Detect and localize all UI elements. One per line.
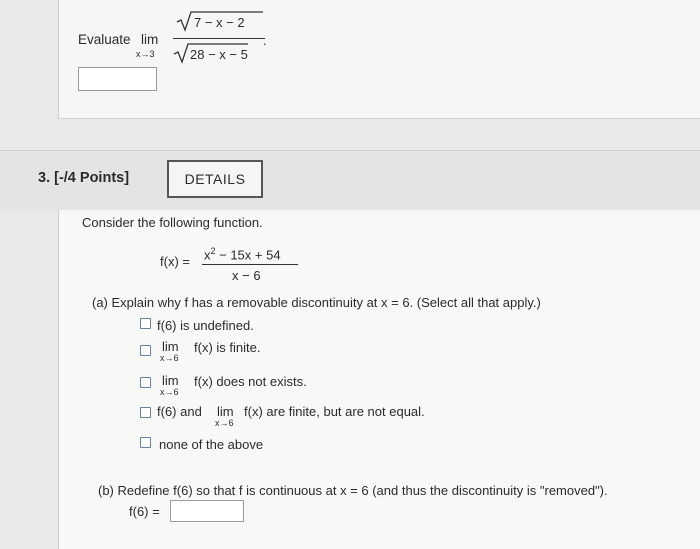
question-number-points xyxy=(38,170,129,186)
checkbox-f6-undefined[interactable] xyxy=(140,318,151,329)
period: . xyxy=(263,33,267,48)
limit-subscript: x→3 xyxy=(136,49,155,59)
redefine-f6-input[interactable] xyxy=(170,500,244,522)
fraction-bar xyxy=(173,38,265,39)
option-f6-undefined-label: f(6) is undefined. xyxy=(157,318,254,333)
details-button[interactable]: DETAILS xyxy=(167,160,263,198)
question-body-panel xyxy=(58,210,700,549)
option4-lim: lim xyxy=(217,404,234,419)
option4-lim-sub: x→6 xyxy=(215,418,234,428)
option-none-label: none of the above xyxy=(159,437,264,452)
limit-denominator: 28 − x − 5 xyxy=(190,47,248,62)
limit-numerator: 7 − x − 2 xyxy=(194,15,245,30)
previous-question-panel xyxy=(58,0,700,119)
numerator-exponent: 2 xyxy=(210,246,216,256)
numerator-base: x xyxy=(204,247,211,263)
option2-lim-sub: x→6 xyxy=(160,353,179,363)
option3-lim: lim xyxy=(162,373,179,388)
checkbox-limit-not-exists[interactable] xyxy=(140,377,151,388)
checkbox-finite-not-equal[interactable] xyxy=(140,407,151,418)
question-number: 3. xyxy=(38,170,51,186)
question-points: [-/4 Points] xyxy=(54,170,130,186)
option4-post: f(x) are finite, but are not equal. xyxy=(244,404,425,419)
checkbox-none-of-above[interactable] xyxy=(140,437,151,448)
option2-text: f(x) is finite. xyxy=(194,340,261,355)
limit-symbol: lim xyxy=(141,32,159,47)
option2-lim: lim xyxy=(162,339,179,354)
question-intro: Consider the following function. xyxy=(82,215,263,230)
limit-answer-field[interactable] xyxy=(78,67,157,91)
evaluate-label: Evaluate xyxy=(78,32,131,47)
function-fraction-bar xyxy=(202,264,298,265)
option3-lim-sub: x→6 xyxy=(160,387,179,397)
option3-text: f(x) does not exists. xyxy=(194,374,307,389)
function-denominator: x − 6 xyxy=(232,268,261,283)
checkbox-limit-finite[interactable] xyxy=(140,345,151,356)
part-b-answer-label: f(6) = xyxy=(129,504,160,519)
option4-pre: f(6) and xyxy=(157,404,202,419)
numerator-rest: − 15x + 54 xyxy=(215,247,281,263)
function-lhs: f(x) = xyxy=(160,254,190,269)
part-b-prompt: (b) Redefine f(6) so that f is continuous at x = 6 (and thus the discontinuity is "removed"). xyxy=(98,483,608,498)
part-a-prompt: (a) Explain why f has a removable discontinuity at x = 6. (Select all that apply.) xyxy=(92,295,541,310)
function-numerator xyxy=(204,246,281,262)
